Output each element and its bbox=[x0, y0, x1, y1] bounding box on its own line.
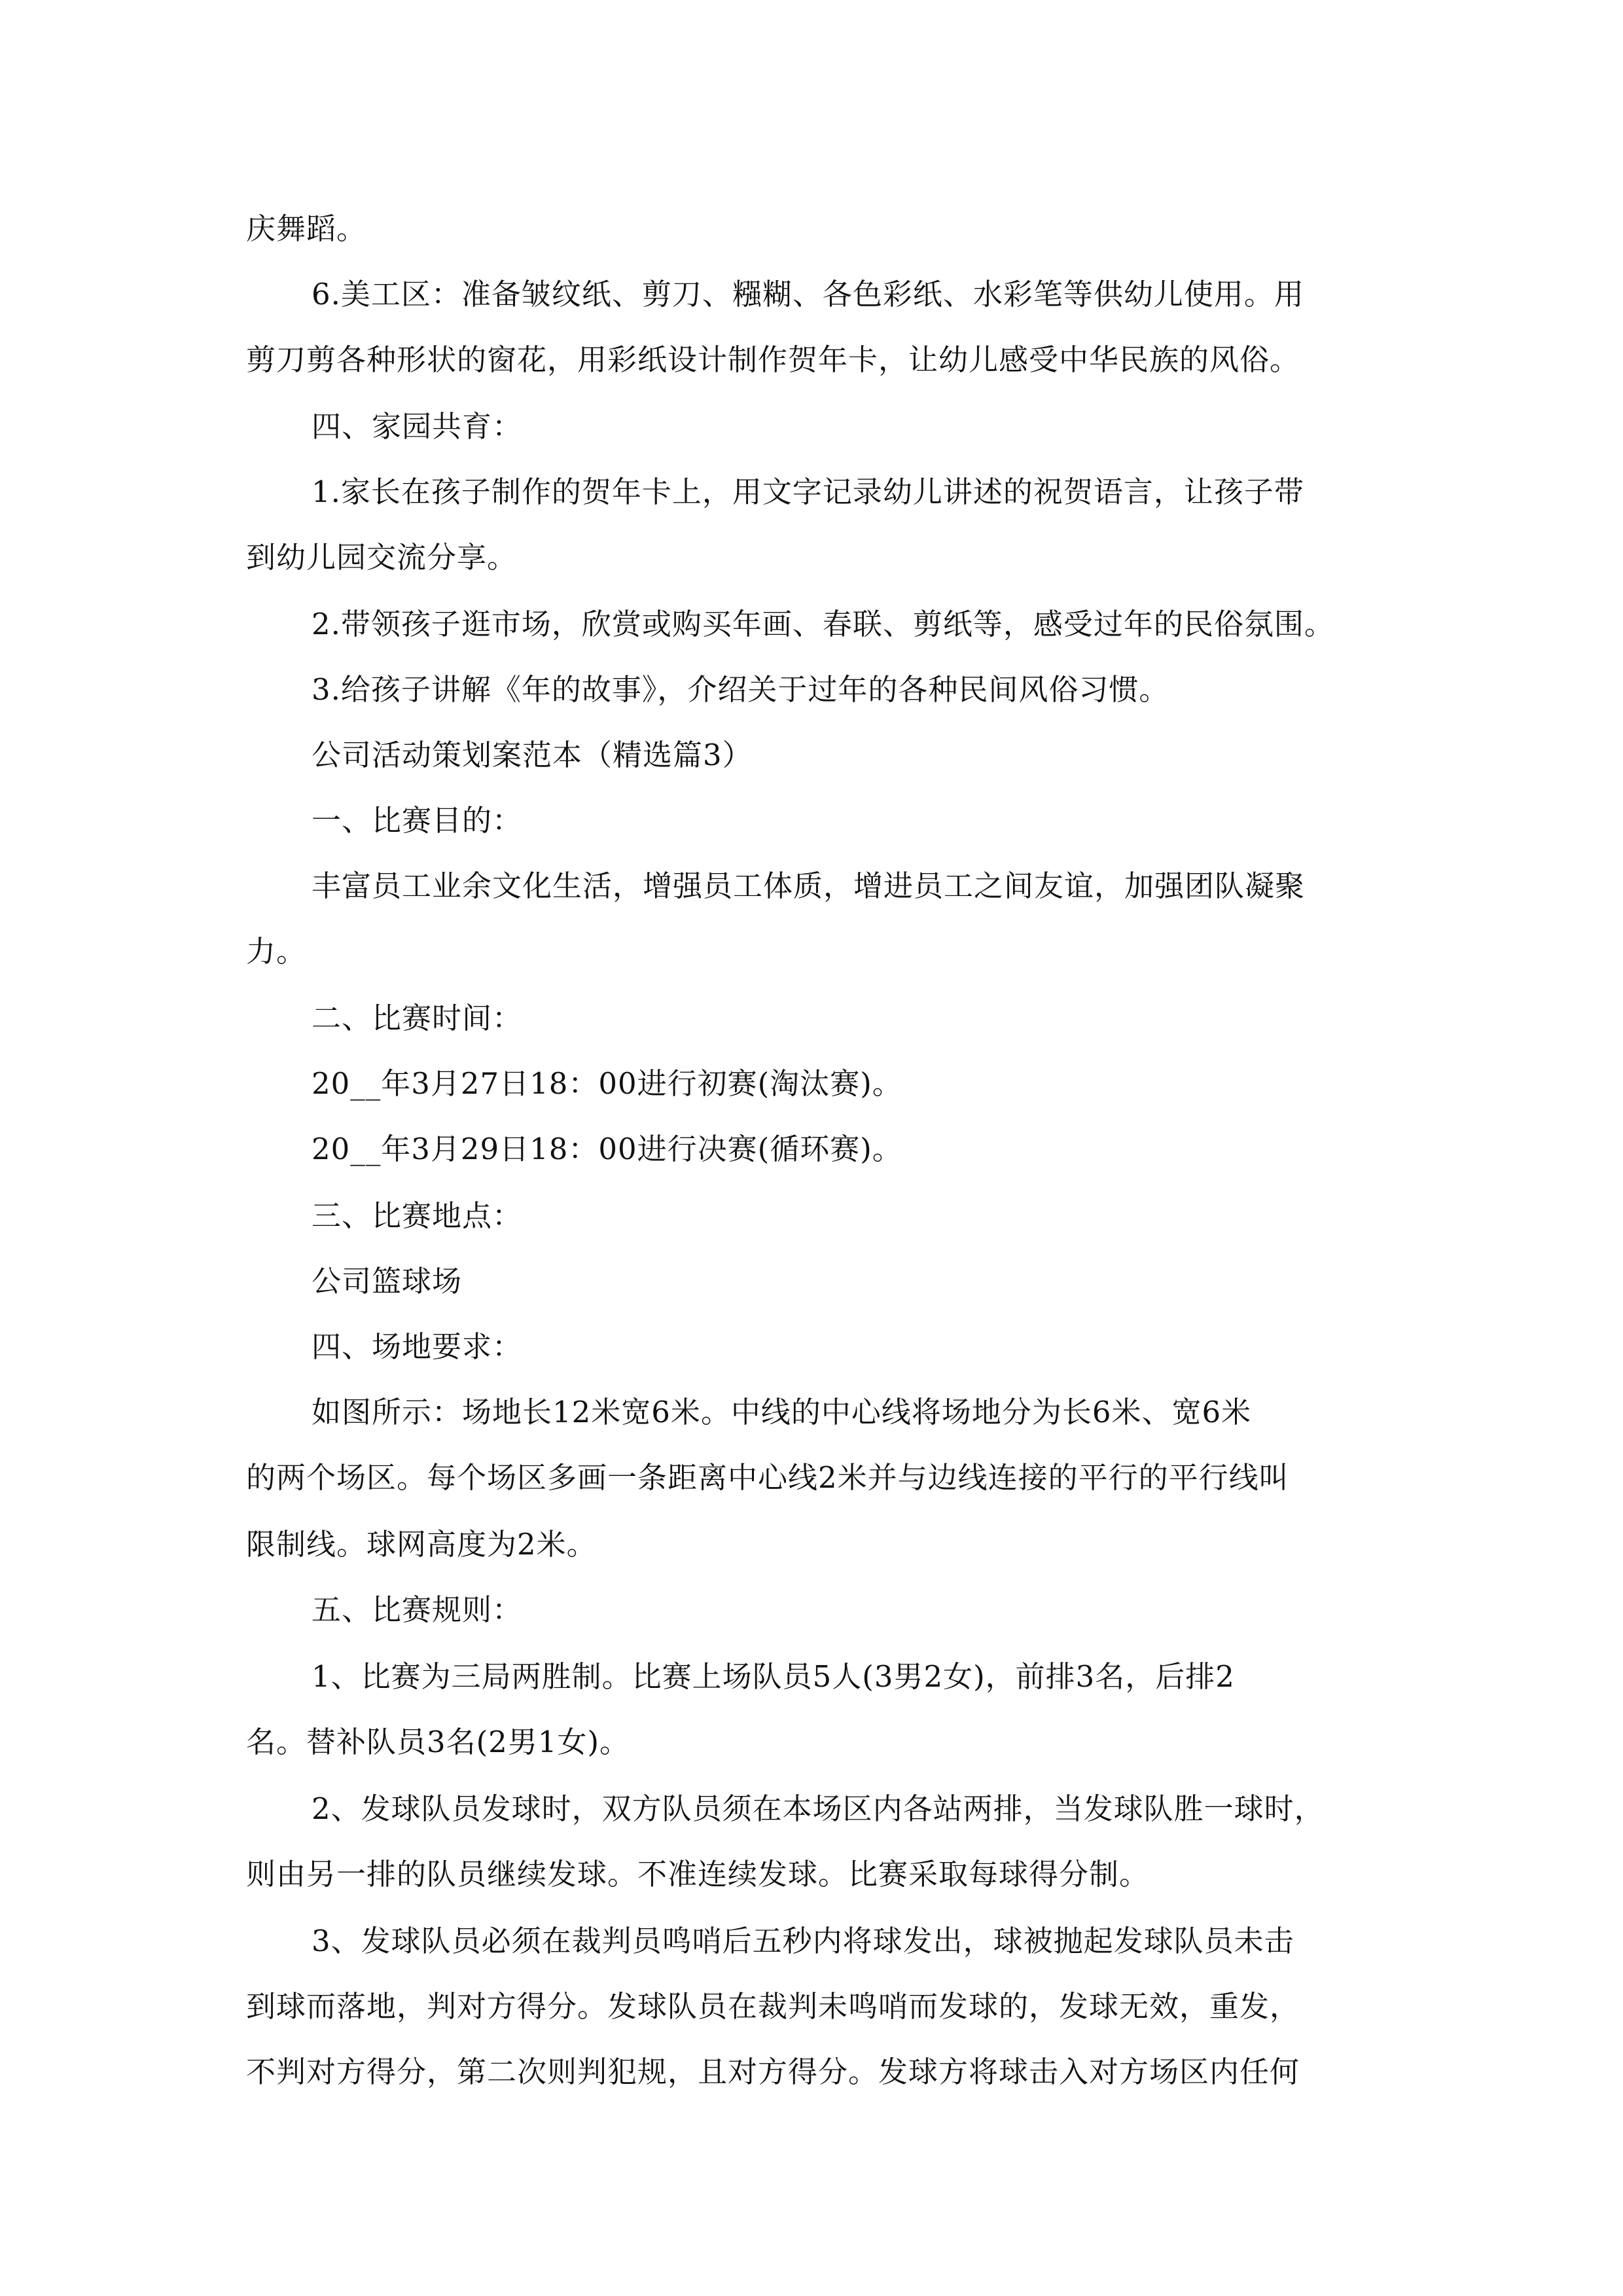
text-line: 2、发球队员发球时，双方队员须在本场区内各站两排，当发球队胜一球时， bbox=[312, 1791, 1325, 1826]
text-line: 2.带领孩子逛市场，欣赏或购买年画、春联、剪纸等，感受过年的民俗氛围。 bbox=[312, 607, 1334, 641]
text-line: 限制线。球网高度为2米。 bbox=[246, 1527, 597, 1562]
section-heading: 四、家园共育： bbox=[312, 409, 523, 444]
document-title: 公司活动策划案范本（精选篇3） bbox=[312, 738, 753, 772]
text-line: 名。替补队员3名(2男1女)。 bbox=[246, 1725, 630, 1759]
text-line: 剪刀剪各种形状的窗花，用彩纸设计制作贺年卡，让幼儿感受中华民族的风俗。 bbox=[246, 342, 1300, 377]
text-line: 庆舞蹈。 bbox=[246, 211, 367, 246]
text-line: 如图所示：场地长12米宽6米。中线的中心线将场地分为长6米、宽6米 bbox=[312, 1395, 1252, 1429]
text-line: 则由另一排的队员继续发球。不准连续发球。比赛采取每球得分制。 bbox=[246, 1857, 1150, 1892]
text-line: 3.给孩子讲解《年的故事》，介绍关于过年的各种民间风俗习惯。 bbox=[312, 672, 1169, 707]
text-line: 力。 bbox=[246, 934, 307, 969]
text-line: 1、比赛为三局两胜制。比赛上场队员5人(3男2女)，前排3名，后排2 bbox=[312, 1659, 1235, 1694]
section-heading: 三、比赛地点： bbox=[312, 1198, 523, 1233]
text-line: 6.美工区：准备皱纹纸、剪刀、糨糊、各色彩纸、水彩笔等供幼儿使用。用 bbox=[312, 277, 1304, 312]
text-line: 丰富员工业余文化生活，增强员工体质，增进员工之间友谊，加强团队凝聚 bbox=[312, 869, 1306, 903]
section-heading: 四、场地要求： bbox=[312, 1329, 523, 1364]
text-line: 1.家长在孩子制作的贺年卡上，用文字记录幼儿讲述的祝贺语言，让孩子带 bbox=[312, 475, 1304, 509]
text-line: 到球而落地，判对方得分。发球队员在裁判未鸣哨而发球的，发球无效，重发， bbox=[246, 1989, 1300, 2024]
text-line: 20__年3月29日18：00进行决赛(循环赛)。 bbox=[312, 1132, 902, 1166]
text-line: 公司篮球场 bbox=[312, 1264, 463, 1299]
section-heading: 二、比赛时间： bbox=[312, 1001, 523, 1035]
text-line: 到幼儿园交流分享。 bbox=[246, 540, 518, 575]
section-heading: 一、比赛目的： bbox=[312, 803, 523, 838]
section-heading: 五、比赛规则： bbox=[312, 1592, 523, 1627]
text-line: 的两个场区。每个场区多画一条距离中心线2米并与边线连接的平行的平行线叫 bbox=[246, 1460, 1289, 1495]
text-line: 不判对方得分，第二次则判犯规，且对方得分。发球方将球击入对方场区内任何 bbox=[246, 2054, 1300, 2089]
text-line: 3、发球队员必须在裁判员鸣哨后五秒内将球发出，球被抛起发球队员未击 bbox=[312, 1924, 1294, 1958]
text-line: 20__年3月27日18：00进行初赛(淘汰赛)。 bbox=[312, 1066, 902, 1101]
